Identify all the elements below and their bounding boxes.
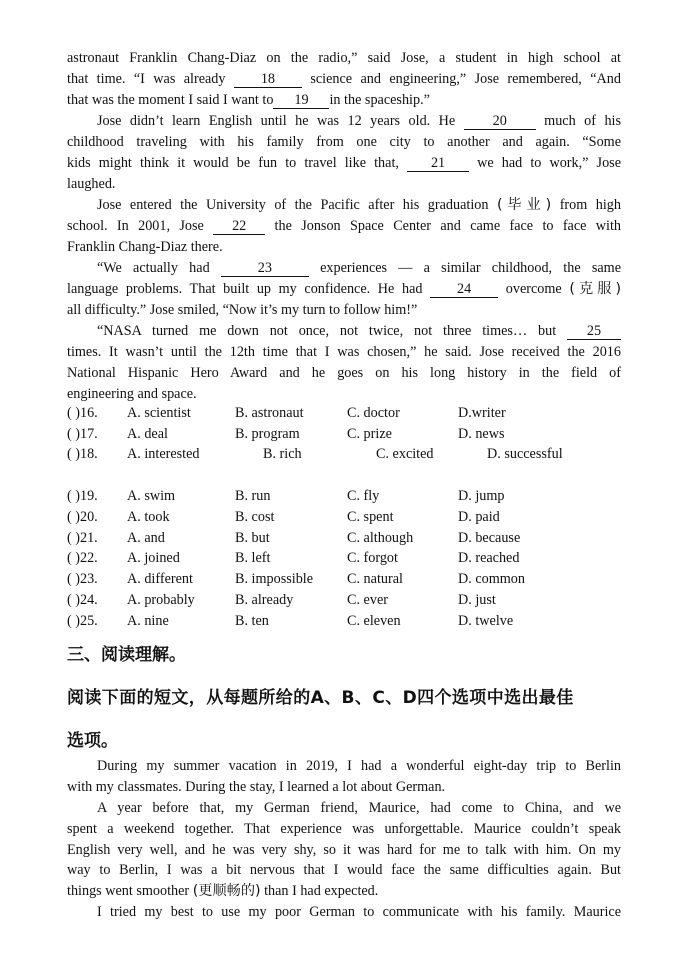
- passage-line: that time. “I was already 18 science and engineering,” Jose remembered, “And: [67, 71, 621, 87]
- passage-line: that was the moment I said I want to 19 in the spaceship.”: [67, 92, 430, 108]
- passage-line: A year before that, my German friend, Maurice, had come to China, and we: [97, 800, 621, 816]
- option-c[interactable]: C. forgot: [347, 550, 398, 566]
- option-c[interactable]: C. eleven: [347, 613, 401, 629]
- blank-23[interactable]: 23: [221, 260, 309, 277]
- option-a[interactable]: A. different: [127, 571, 193, 587]
- blank-22[interactable]: 22: [213, 218, 265, 235]
- option-c[interactable]: C. spent: [347, 509, 394, 525]
- option-b[interactable]: B. run: [235, 488, 271, 504]
- passage-line: Jose didn’t learn English until he was 12 years old. He 20 much of his: [97, 113, 621, 129]
- option-d[interactable]: D.writer: [458, 405, 506, 421]
- question-number[interactable]: ( )23.: [67, 571, 98, 587]
- passage-line: with my classmates. During the stay, I learned a lot about German.: [67, 779, 446, 795]
- option-b[interactable]: B. rich: [263, 446, 302, 462]
- option-d[interactable]: D. twelve: [458, 613, 514, 629]
- option-a[interactable]: A. interested: [127, 446, 200, 462]
- option-a[interactable]: A. scientist: [127, 405, 191, 421]
- passage-line: National Hispanic Hero Award and he goes on his long history in the field of: [67, 365, 621, 381]
- blank-21[interactable]: 21: [407, 155, 469, 172]
- option-c[interactable]: C. prize: [347, 426, 392, 442]
- option-c[interactable]: C. ever: [347, 592, 388, 608]
- option-b[interactable]: B. left: [235, 550, 271, 566]
- option-c[interactable]: C. natural: [347, 571, 403, 587]
- option-a[interactable]: A. deal: [127, 426, 168, 442]
- option-b[interactable]: B. program: [235, 426, 300, 442]
- option-a[interactable]: A. and: [127, 530, 165, 546]
- question-number[interactable]: ( )24.: [67, 592, 98, 608]
- option-a[interactable]: A. nine: [127, 613, 169, 629]
- option-d[interactable]: D. jump: [458, 488, 505, 504]
- passage-line: things went smoother (更顺畅的) than I had expected.: [67, 883, 379, 899]
- option-a[interactable]: A. probably: [127, 592, 195, 608]
- passage-line: “NASA turned me down not once, not twice, not three times… but 25: [97, 321, 621, 342]
- passage-line: engineering and space.: [67, 386, 197, 402]
- passage-line: I tried my best to use my poor German to communicate with his family. Maurice: [97, 904, 621, 920]
- passage-line: Franklin Chang-Diaz there.: [67, 239, 223, 255]
- passage-line: language problems. That built up my confidence. He had 24 overcome (克服): [67, 281, 622, 297]
- section-instruction: 阅读下面的短文，从每题所给的A、B、C、D四个选项中选出最佳: [67, 688, 574, 708]
- option-d[interactable]: D. because: [458, 530, 521, 546]
- option-d[interactable]: D. successful: [487, 446, 563, 462]
- passage-line: way to Berlin, I was a bit nervous that I would face the same difficulties again. But: [67, 862, 621, 878]
- question-number[interactable]: ( )22.: [67, 550, 98, 566]
- question-number[interactable]: ( )21.: [67, 530, 98, 546]
- option-b[interactable]: B. ten: [235, 613, 269, 629]
- passage-line: spent a weekend together. That experience was unforgettable. Maurice couldn’t speak: [67, 821, 621, 837]
- option-d[interactable]: D. news: [458, 426, 505, 442]
- option-b[interactable]: B. impossible: [235, 571, 314, 587]
- passage-line: astronaut Franklin Chang-Diaz on the radio,” said Jose, a student in high school at: [67, 50, 621, 66]
- option-a[interactable]: A. took: [127, 509, 170, 525]
- passage-line: school. In 2001, Jose 22 the Jonson Space Center and came face to face with: [67, 218, 622, 234]
- option-b[interactable]: B. already: [235, 592, 294, 608]
- blank-24[interactable]: 24: [430, 281, 498, 298]
- passage-line: laughed.: [67, 176, 116, 192]
- question-number[interactable]: ( )25.: [67, 613, 98, 629]
- question-number[interactable]: ( )18.: [67, 446, 98, 462]
- question-number[interactable]: ( )16.: [67, 405, 98, 421]
- option-d[interactable]: D. just: [458, 592, 496, 608]
- passage-line: times. It wasn’t until the 12th time that I was chosen,” he said. Jose received the 2016: [67, 344, 621, 360]
- passage-line: English very well, and he was very shy, so it was hard for me to talk with him. On my: [67, 842, 621, 858]
- option-d[interactable]: D. paid: [458, 509, 500, 525]
- passage-line: During my summer vacation in 2019, I had a wonderful eight-day trip to Berlin: [97, 758, 621, 774]
- option-c[interactable]: C. excited: [376, 446, 434, 462]
- option-c[interactable]: C. fly: [347, 488, 380, 504]
- option-c[interactable]: C. although: [347, 530, 414, 546]
- option-c[interactable]: C. doctor: [347, 405, 400, 421]
- option-b[interactable]: B. cost: [235, 509, 275, 525]
- option-d[interactable]: D. common: [458, 571, 525, 587]
- passage-line: all difficulty.” Jose smiled, “Now it’s my turn to follow him!”: [67, 302, 418, 318]
- option-b[interactable]: B. but: [235, 530, 270, 546]
- question-number[interactable]: ( )17.: [67, 426, 98, 442]
- option-d[interactable]: D. reached: [458, 550, 520, 566]
- blank-20[interactable]: 20: [464, 113, 536, 130]
- option-a[interactable]: A. joined: [127, 550, 180, 566]
- section-title: 三、阅读理解。: [67, 645, 186, 665]
- question-number[interactable]: ( )19.: [67, 488, 98, 504]
- passage-line: childhood traveling with his family from one city to another and again. “Some: [67, 134, 621, 150]
- question-number[interactable]: ( )20.: [67, 509, 98, 525]
- option-a[interactable]: A. swim: [127, 488, 176, 504]
- section-instruction: 选项。: [67, 731, 118, 751]
- passage-line: “We actually had 23 experiences — a similar childhood, the same: [97, 260, 622, 276]
- blank-25[interactable]: 25: [567, 323, 621, 340]
- passage-line: kids might think it would be fun to travel like that, 21 we had to work,” Jose: [67, 155, 621, 171]
- option-b[interactable]: B. astronaut: [235, 405, 304, 421]
- blank-19[interactable]: 19: [273, 92, 329, 109]
- blank-18[interactable]: 18: [234, 71, 302, 88]
- passage-line: Jose entered the University of the Pacific after his graduation (毕业) from high: [97, 197, 621, 213]
